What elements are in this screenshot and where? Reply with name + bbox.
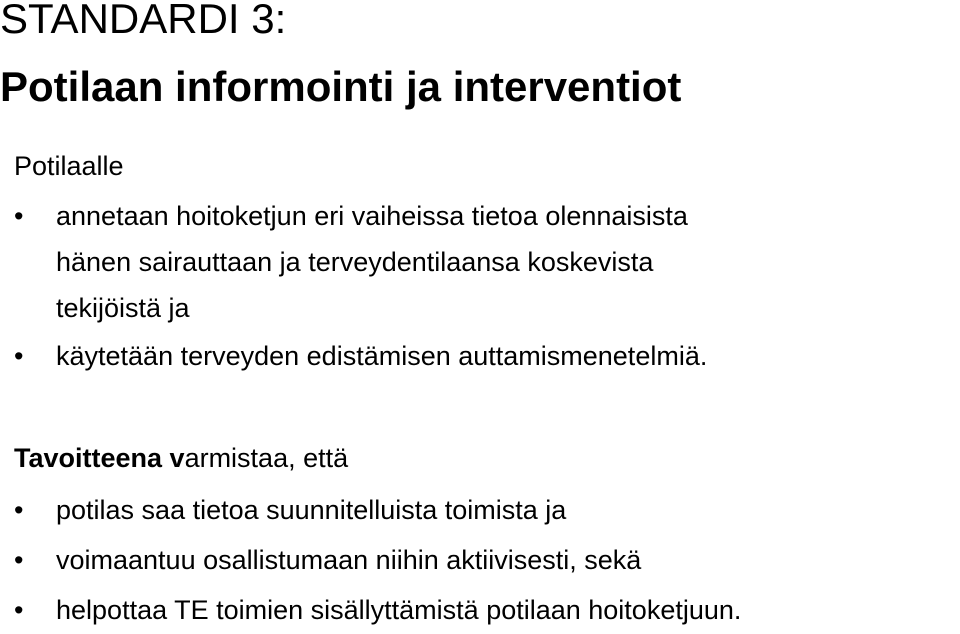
bullet-icon: • <box>14 201 24 231</box>
bullet-icon: • <box>14 341 24 371</box>
list-item-line: annetaan hoitoketjun eri vaiheissa tietoa olennaisista <box>56 201 688 231</box>
slide-title-line1: STANDARDI 3: <box>0 0 287 42</box>
section2-heading-rest: armistaa, että <box>184 443 349 473</box>
section2-heading <box>14 442 348 474</box>
list-item-text: potilas saa tietoa suunnitelluista toimista ja <box>56 495 567 525</box>
bullet-icon: • <box>14 545 24 575</box>
section1-heading: Potilaalle <box>14 151 124 181</box>
list-item-text: helpottaa TE toimien sisällyttämistä potilaan hoitoketjuun. <box>56 595 742 625</box>
section2-heading-bold: Tavoitteena v <box>14 443 185 473</box>
list-item-line: tekijöistä ja <box>56 293 190 323</box>
list-item-text: käytetään terveyden edistämisen auttamismenetelmiä. <box>56 341 708 371</box>
list-item-line: hänen sairauttaan ja terveydentilaansa koskevista <box>56 247 654 277</box>
bullet-icon: • <box>14 495 24 525</box>
slide-title-line2: Potilaan informointi ja interventiot <box>0 63 682 110</box>
list-item-text <box>56 193 688 331</box>
list-item-text: voimaantuu osallistumaan niihin aktiivisesti, sekä <box>56 545 642 575</box>
bullet-icon: • <box>14 595 24 625</box>
